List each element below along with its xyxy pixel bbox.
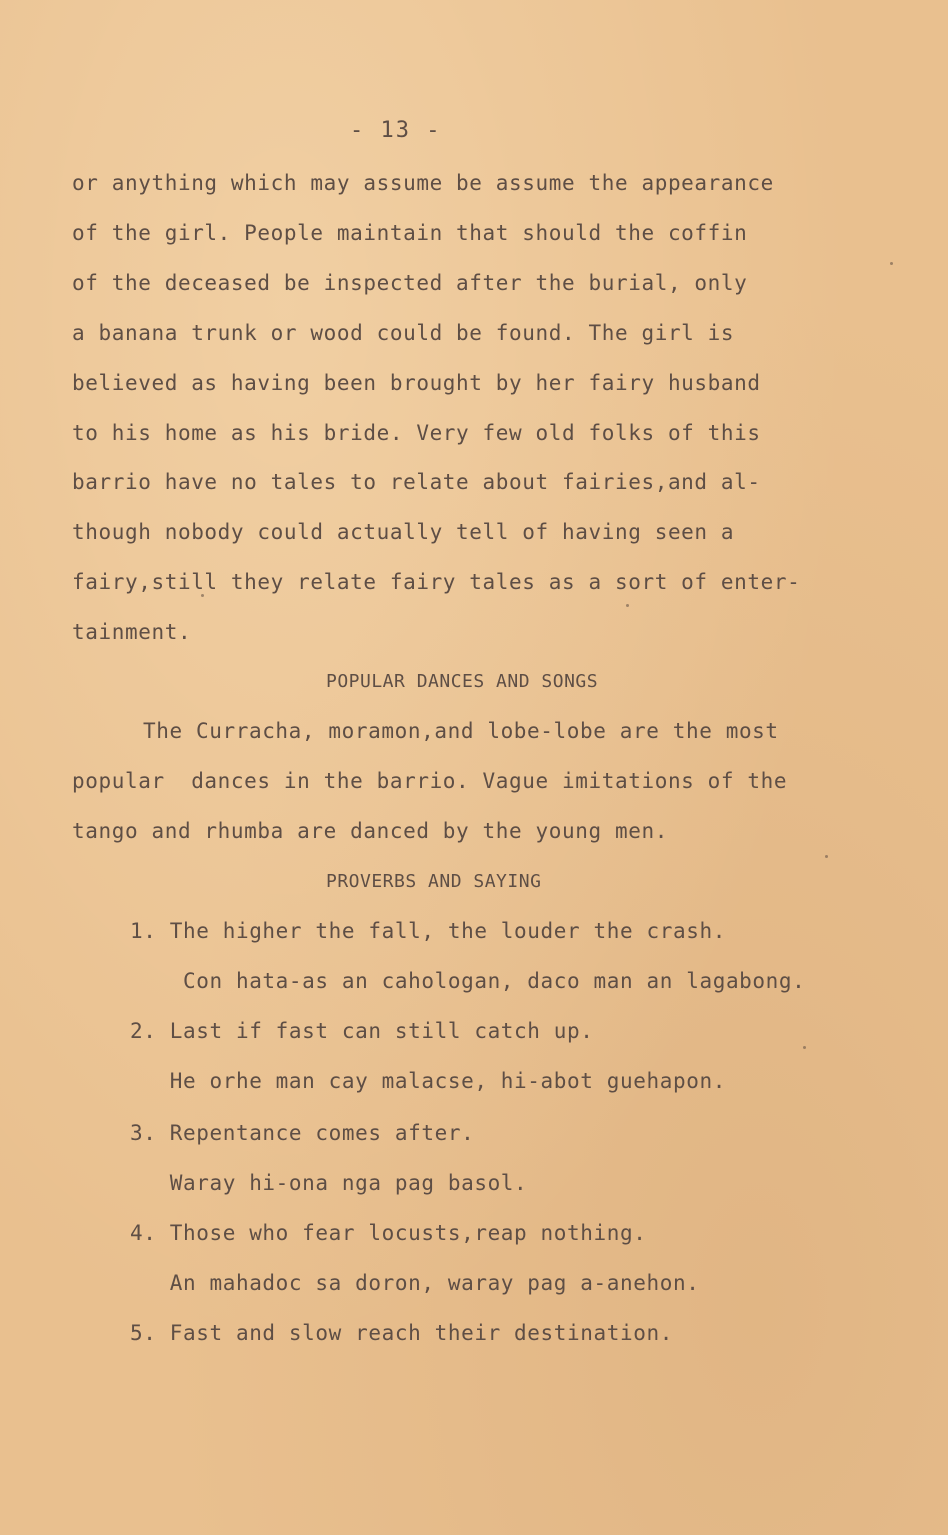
paragraph-line: of the girl. People maintain that should the coffin (72, 221, 748, 245)
proverb-line: 1. The higher the fall, the louder the crash. (130, 919, 726, 943)
paragraph-line: to his home as his bride. Very few old folks of this (72, 421, 761, 445)
proverb-line: Waray hi-ona nga pag basol. (130, 1171, 528, 1195)
page-number: - 13 - (350, 118, 442, 143)
paper-speck (825, 855, 828, 858)
proverb-line: An mahadoc sa doron, waray pag a-anehon. (130, 1271, 700, 1295)
paper-speck (890, 262, 893, 265)
paragraph-line: or anything which may assume be assume the appearance (72, 171, 774, 195)
section-heading-proverbs: PROVERBS AND SAYING (326, 871, 542, 892)
dances-line: The Curracha, moramon,and lobe-lobe are the most (143, 719, 779, 743)
paper-speck (201, 594, 204, 597)
dances-line: popular dances in the barrio. Vague imitations of the (72, 769, 788, 793)
proverb-line: 3. Repentance comes after. (130, 1121, 475, 1145)
paper-speck (803, 1046, 806, 1049)
proverb-line: 2. Last if fast can still catch up. (130, 1019, 594, 1043)
proverb-line: Con hata-as an cahologan, daco man an lagabong. (130, 969, 806, 993)
paper-speck (626, 604, 629, 607)
paragraph-line: fairy,still they relate fairy tales as a sort of enter- (72, 570, 801, 594)
paragraph-line: barrio have no tales to relate about fairies,and al- (72, 470, 761, 494)
paragraph-line: of the deceased be inspected after the burial, only (72, 271, 748, 295)
paragraph-line: a banana trunk or wood could be found. The girl is (72, 321, 735, 345)
paragraph-line: tainment. (72, 620, 192, 644)
proverb-line: 4. Those who fear locusts,reap nothing. (130, 1221, 647, 1245)
dances-line: tango and rhumba are danced by the young men. (72, 819, 668, 843)
paragraph-line: though nobody could actually tell of having seen a (72, 520, 735, 544)
proverb-line: 5. Fast and slow reach their destination. (130, 1321, 673, 1345)
section-heading-dances: POPULAR DANCES AND SONGS (326, 671, 599, 692)
paragraph-line: believed as having been brought by her fairy husband (72, 371, 761, 395)
proverb-line: He orhe man cay malacse, hi-abot guehapon. (130, 1069, 726, 1093)
